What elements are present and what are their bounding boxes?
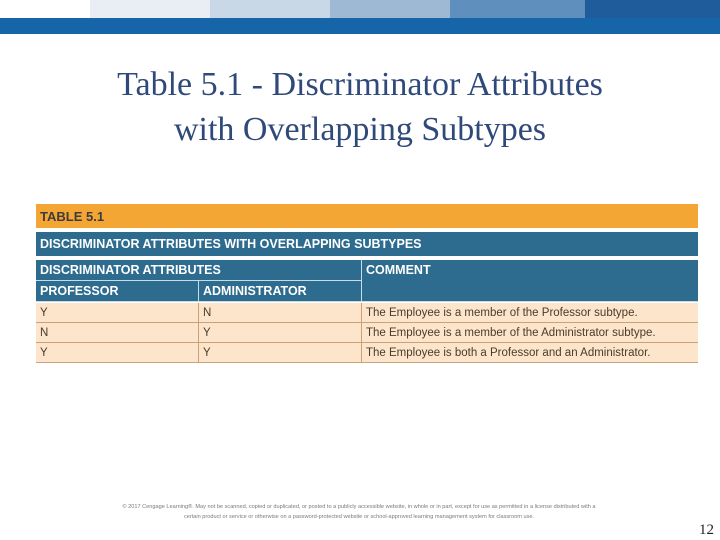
- table-label-bar: [36, 204, 698, 228]
- top-block: [90, 0, 210, 18]
- slide-title-line-2: with Overlapping Subtypes: [173, 111, 547, 148]
- table-header: [36, 260, 698, 302]
- top-decorative-band: [0, 0, 720, 34]
- header-administrator: [199, 281, 362, 302]
- header-comment-label: COMMENT: [366, 263, 431, 277]
- top-block: [450, 0, 585, 18]
- top-block: [330, 0, 450, 18]
- copyright-footer: [44, 502, 674, 522]
- group-header-cell: [36, 260, 362, 281]
- header-comment: [362, 260, 698, 302]
- table-row: [36, 303, 698, 323]
- cell-administrator: Y: [199, 343, 362, 363]
- page-number: 12: [699, 522, 714, 538]
- slide-title-line-1: Table 5.1 - Discriminator Attributes: [117, 66, 603, 103]
- cell-comment: The Employee is a member of the Professor subtype.: [362, 303, 698, 323]
- table-label: TABLE 5.1: [40, 208, 105, 224]
- discriminator-table: [36, 204, 698, 363]
- cell-administrator: Y: [199, 323, 362, 343]
- group-header: DISCRIMINATOR ATTRIBUTES: [40, 263, 221, 277]
- cell-professor: Y: [36, 343, 199, 363]
- subheader-row: [36, 281, 362, 302]
- cell-comment: The Employee is a member of the Administrator subtype.: [362, 323, 698, 343]
- table-row: [36, 323, 698, 343]
- top-block: [210, 0, 330, 18]
- copyright-line-1: © 2017 Cengage Learning®. May not be scanned, copied or duplicated, or posted to a publicly accessible website, in whole or in part, except for use as permitted in a license distributed with a: [122, 504, 596, 510]
- cell-comment: The Employee is both a Professor and an Administrator.: [362, 343, 698, 363]
- table-row: [36, 343, 698, 363]
- slide-title: [40, 62, 680, 152]
- cell-professor: N: [36, 323, 199, 343]
- discriminator-header-group: [36, 260, 362, 302]
- table-body: [36, 260, 698, 363]
- top-block: [0, 0, 90, 18]
- header-administrator-label: ADMINISTRATOR: [203, 284, 307, 298]
- cell-professor: Y: [36, 303, 199, 323]
- top-color-blocks: [0, 0, 720, 18]
- header-professor: [36, 281, 199, 302]
- top-stripe: [0, 18, 720, 34]
- top-block: [585, 0, 720, 18]
- table-title: DISCRIMINATOR ATTRIBUTES WITH OVERLAPPING SUBTYPES: [40, 237, 422, 251]
- header-professor-label: PROFESSOR: [40, 284, 119, 298]
- copyright-line-2: certain product or service or otherwise on a password-protected website or school-approved learning management system for classroom use.: [183, 514, 535, 520]
- cell-administrator: N: [199, 303, 362, 323]
- table-title-bar: [36, 232, 698, 256]
